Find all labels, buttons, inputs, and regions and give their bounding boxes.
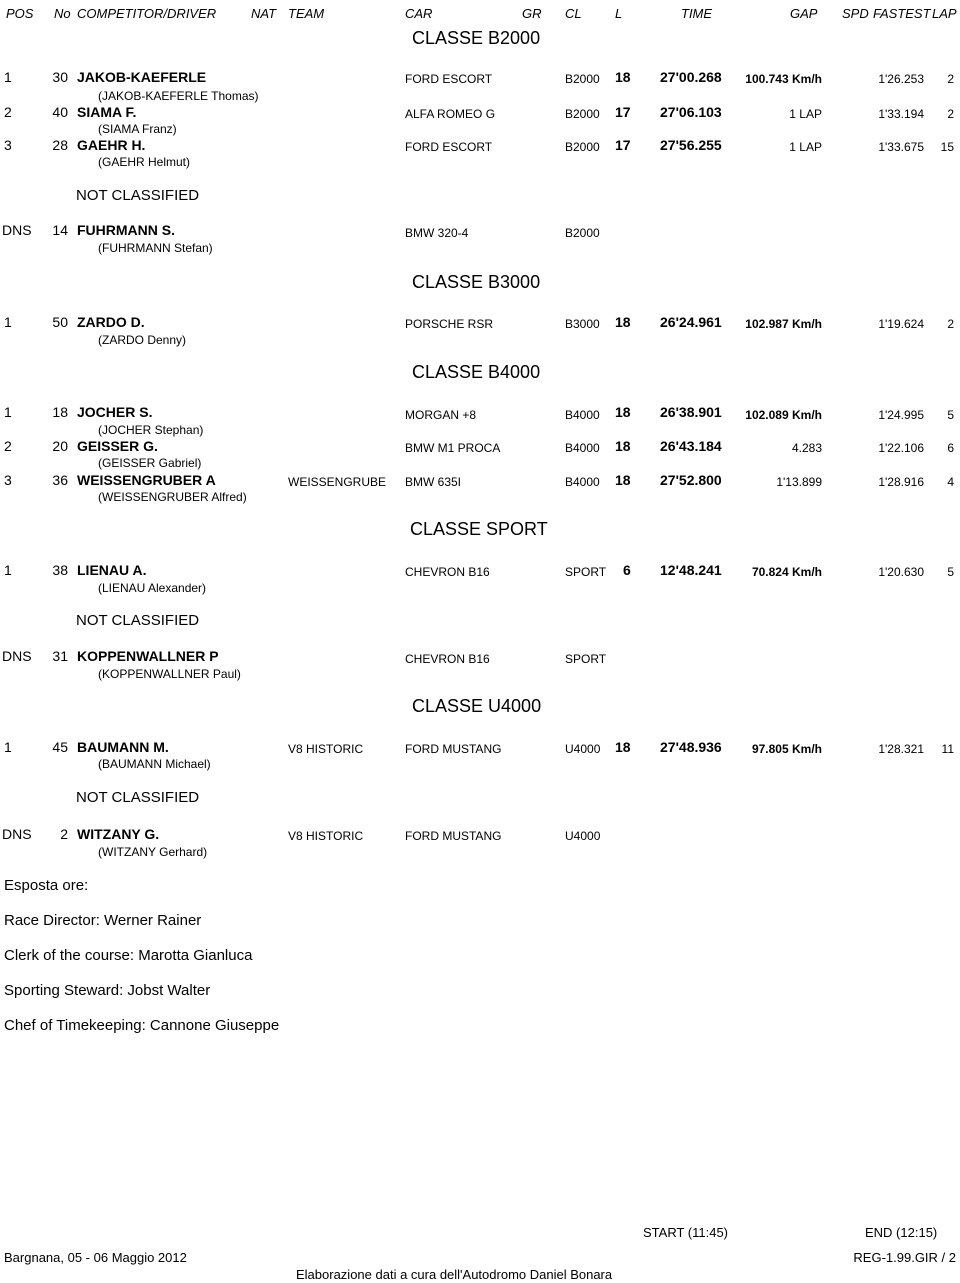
row-group: B4000 bbox=[565, 441, 600, 455]
data-credit: Elaborazione dati a cura dell'Autodromo Daniel Bonara bbox=[296, 1267, 613, 1282]
row-fastest-lap: 1'28.916 bbox=[878, 475, 924, 489]
row-driver-short: BAUMANN M. bbox=[77, 739, 169, 755]
row-driver-full: (WEISSENGRUBER Alfred) bbox=[98, 490, 247, 504]
header-competitor: COMPETITOR/DRIVER bbox=[77, 6, 217, 21]
row-car: BMW M1 PROCA bbox=[405, 441, 501, 455]
row-time: 27'52.800 bbox=[660, 472, 722, 488]
row-driver-short: WEISSENGRUBER A bbox=[77, 472, 216, 488]
row-car: ALFA ROMEO G bbox=[405, 107, 496, 121]
class-title-sport: CLASSE SPORT bbox=[410, 519, 548, 539]
header-fastest: FASTEST bbox=[873, 6, 931, 21]
row-laps: 18 bbox=[615, 404, 631, 420]
row-fastest-lap: 1'24.995 bbox=[878, 408, 924, 422]
race-start-time: START (11:45) bbox=[643, 1225, 729, 1240]
row-group: SPORT bbox=[565, 652, 607, 666]
header-lap: LAP bbox=[932, 6, 957, 21]
row-time: 26'38.901 bbox=[660, 404, 722, 420]
row-driver-full: (LIENAU Alexander) bbox=[98, 581, 207, 595]
row-driver-full: (JAKOB-KAEFERLE Thomas) bbox=[98, 89, 259, 103]
row-time: 12'48.241 bbox=[660, 562, 722, 578]
row-position: 3 bbox=[4, 137, 12, 153]
row-car: BMW 635I bbox=[405, 475, 462, 489]
row-fastest-lap-number: 6 bbox=[947, 441, 954, 455]
row-driver-short: GAEHR H. bbox=[77, 137, 146, 153]
row-driver-short: SIAMA F. bbox=[77, 104, 137, 120]
row-car: PORSCHE RSR bbox=[405, 317, 494, 331]
row-time: 27'00.268 bbox=[660, 69, 722, 85]
row-driver-short: FUHRMANN S. bbox=[77, 222, 175, 238]
venue-date: Bargnana, 05 - 06 Maggio 2012 bbox=[4, 1250, 187, 1265]
row-number: 36 bbox=[52, 472, 68, 488]
row-number: 28 bbox=[52, 137, 68, 153]
row-team: V8 HISTORIC bbox=[288, 742, 364, 756]
row-fastest-lap-number: 2 bbox=[947, 72, 954, 86]
row-position: DNS bbox=[2, 222, 32, 238]
class-title-b4000: CLASSE B4000 bbox=[412, 362, 541, 382]
row-time: 26'24.961 bbox=[660, 314, 722, 330]
row-fastest-lap: 1'22.106 bbox=[878, 441, 924, 455]
row-car: FORD ESCORT bbox=[405, 72, 493, 86]
class-title-b2000: CLASSE B2000 bbox=[412, 28, 541, 48]
row-time: 27'56.255 bbox=[660, 137, 722, 153]
row-fastest-lap-number: 15 bbox=[940, 140, 954, 154]
row-group: U4000 bbox=[565, 829, 601, 843]
row-group: B4000 bbox=[565, 475, 600, 489]
row-laps: 18 bbox=[615, 438, 631, 454]
row-position: 1 bbox=[4, 69, 12, 85]
row-position: 1 bbox=[4, 739, 12, 755]
row-position: 2 bbox=[4, 104, 12, 120]
row-laps: 18 bbox=[615, 314, 631, 330]
row-laps: 17 bbox=[615, 137, 631, 153]
header-team: TEAM bbox=[288, 6, 325, 21]
header-gr: GR bbox=[522, 6, 542, 21]
row-laps: 6 bbox=[623, 562, 631, 578]
row-driver-short: GEISSER G. bbox=[77, 438, 158, 454]
not-classified-label: NOT CLASSIFIED bbox=[76, 612, 200, 629]
row-fastest-lap: 1'33.194 bbox=[878, 107, 924, 121]
row-number: 38 bbox=[52, 562, 68, 578]
row-driver-short: KOPPENWALLNER P bbox=[77, 648, 219, 664]
header-nat: NAT bbox=[251, 6, 277, 21]
row-car: CHEVRON B16 bbox=[405, 565, 490, 579]
row-driver-full: (BAUMANN Michael) bbox=[98, 757, 211, 771]
row-gap: 4.283 bbox=[791, 441, 822, 455]
row-number: 50 bbox=[52, 314, 68, 330]
row-driver-short: WITZANY G. bbox=[77, 826, 160, 842]
header-car: CAR bbox=[405, 6, 433, 21]
row-position: 1 bbox=[4, 562, 12, 578]
row-fastest-lap-number: 4 bbox=[947, 475, 954, 489]
row-fastest-lap-number: 2 bbox=[947, 317, 954, 331]
row-number: 30 bbox=[52, 69, 68, 85]
not-classified-label: NOT CLASSIFIED bbox=[76, 789, 200, 806]
row-driver-full: (JOCHER Stephan) bbox=[98, 423, 204, 437]
header-gap: GAP bbox=[790, 6, 818, 21]
row-laps: 18 bbox=[615, 69, 631, 85]
row-time: 26'43.184 bbox=[660, 438, 722, 454]
race-director: Race Director: Werner Rainer bbox=[4, 912, 202, 929]
row-gap: 97.805 Km/h bbox=[751, 742, 822, 756]
row-laps: 18 bbox=[615, 472, 631, 488]
row-team: WEISSENGRUBE bbox=[288, 475, 387, 489]
row-group: B3000 bbox=[565, 317, 600, 331]
row-group: B2000 bbox=[565, 226, 600, 240]
esposta-label: Esposta ore: bbox=[4, 877, 89, 894]
row-car: CHEVRON B16 bbox=[405, 652, 490, 666]
class-title-b3000: CLASSE B3000 bbox=[412, 272, 541, 292]
row-group: B2000 bbox=[565, 140, 600, 154]
row-car: FORD MUSTANG bbox=[405, 742, 502, 756]
header-time: TIME bbox=[681, 6, 713, 21]
row-driver-full: (SIAMA Franz) bbox=[98, 122, 177, 136]
row-car: BMW 320-4 bbox=[405, 226, 469, 240]
row-gap: 70.824 Km/h bbox=[751, 565, 822, 579]
row-gap: 102.987 Km/h bbox=[745, 317, 822, 331]
row-group: B4000 bbox=[565, 408, 600, 422]
row-driver-short: LIENAU A. bbox=[77, 562, 147, 578]
header-spd: SPD bbox=[842, 6, 869, 21]
row-fastest-lap: 1'28.321 bbox=[878, 742, 924, 756]
row-time: 27'06.103 bbox=[660, 104, 722, 120]
row-fastest-lap: 1'20.630 bbox=[878, 565, 924, 579]
class-title-u4000: CLASSE U4000 bbox=[412, 696, 542, 716]
clerk-of-course: Clerk of the course: Marotta Gianluca bbox=[4, 947, 253, 964]
not-classified-label: NOT CLASSIFIED bbox=[76, 187, 200, 204]
row-fastest-lap-number: 2 bbox=[947, 107, 954, 121]
row-number: 40 bbox=[52, 104, 68, 120]
document-reference: REG-1.99.GIR / 2 bbox=[853, 1250, 956, 1265]
sporting-steward: Sporting Steward: Jobst Walter bbox=[4, 982, 211, 999]
row-driver-short: JOCHER S. bbox=[77, 404, 153, 420]
row-car: FORD ESCORT bbox=[405, 140, 493, 154]
header-pos: POS bbox=[6, 6, 34, 21]
row-driver-full: (FUHRMANN Stefan) bbox=[98, 241, 213, 255]
row-position: 1 bbox=[4, 314, 12, 330]
row-gap: 102.089 Km/h bbox=[745, 408, 822, 422]
header-cl: CL bbox=[565, 6, 582, 21]
row-gap: 1 LAP bbox=[789, 107, 822, 121]
row-number: 45 bbox=[52, 739, 68, 755]
row-group: B2000 bbox=[565, 72, 600, 86]
row-gap: 100.743 Km/h bbox=[745, 72, 822, 86]
race-end-time: END (12:15) bbox=[865, 1225, 938, 1240]
row-team: V8 HISTORIC bbox=[288, 829, 364, 843]
header-l: L bbox=[615, 6, 623, 21]
row-position: DNS bbox=[2, 648, 32, 664]
row-fastest-lap: 1'26.253 bbox=[878, 72, 924, 86]
row-position: 3 bbox=[4, 472, 12, 488]
row-driver-short: ZARDO D. bbox=[77, 314, 145, 330]
row-fastest-lap: 1'19.624 bbox=[878, 317, 924, 331]
row-fastest-lap-number: 5 bbox=[947, 408, 954, 422]
row-group: SPORT bbox=[565, 565, 607, 579]
row-fastest-lap-number: 5 bbox=[947, 565, 954, 579]
row-driver-full: (GEISSER Gabriel) bbox=[98, 456, 202, 470]
header-no: No bbox=[54, 6, 71, 21]
row-group: U4000 bbox=[565, 742, 601, 756]
row-gap: 1 LAP bbox=[789, 140, 822, 154]
row-car: MORGAN +8 bbox=[405, 408, 477, 422]
row-position: 2 bbox=[4, 438, 12, 454]
row-gap: 1'13.899 bbox=[776, 475, 822, 489]
row-number: 20 bbox=[52, 438, 68, 454]
row-time: 27'48.936 bbox=[660, 739, 722, 755]
row-group: B2000 bbox=[565, 107, 600, 121]
row-number: 14 bbox=[52, 222, 68, 238]
row-driver-full: (ZARDO Denny) bbox=[98, 333, 187, 347]
row-laps: 18 bbox=[615, 739, 631, 755]
row-driver-full: (WITZANY Gerhard) bbox=[98, 845, 208, 859]
row-number: 18 bbox=[52, 404, 68, 420]
row-position: 1 bbox=[4, 404, 12, 420]
row-driver-full: (KOPPENWALLNER Paul) bbox=[98, 667, 241, 681]
row-car: FORD MUSTANG bbox=[405, 829, 502, 843]
row-driver-short: JAKOB-KAEFERLE bbox=[77, 69, 207, 85]
row-position: DNS bbox=[2, 826, 32, 842]
row-fastest-lap: 1'33.675 bbox=[878, 140, 924, 154]
row-laps: 17 bbox=[615, 104, 631, 120]
chef-of-timekeeping: Chef of Timekeeping: Cannone Giuseppe bbox=[4, 1017, 280, 1034]
row-number: 31 bbox=[52, 648, 68, 664]
row-fastest-lap-number: 11 bbox=[941, 742, 954, 756]
row-number: 2 bbox=[60, 826, 68, 842]
row-driver-full: (GAEHR Helmut) bbox=[98, 155, 191, 169]
